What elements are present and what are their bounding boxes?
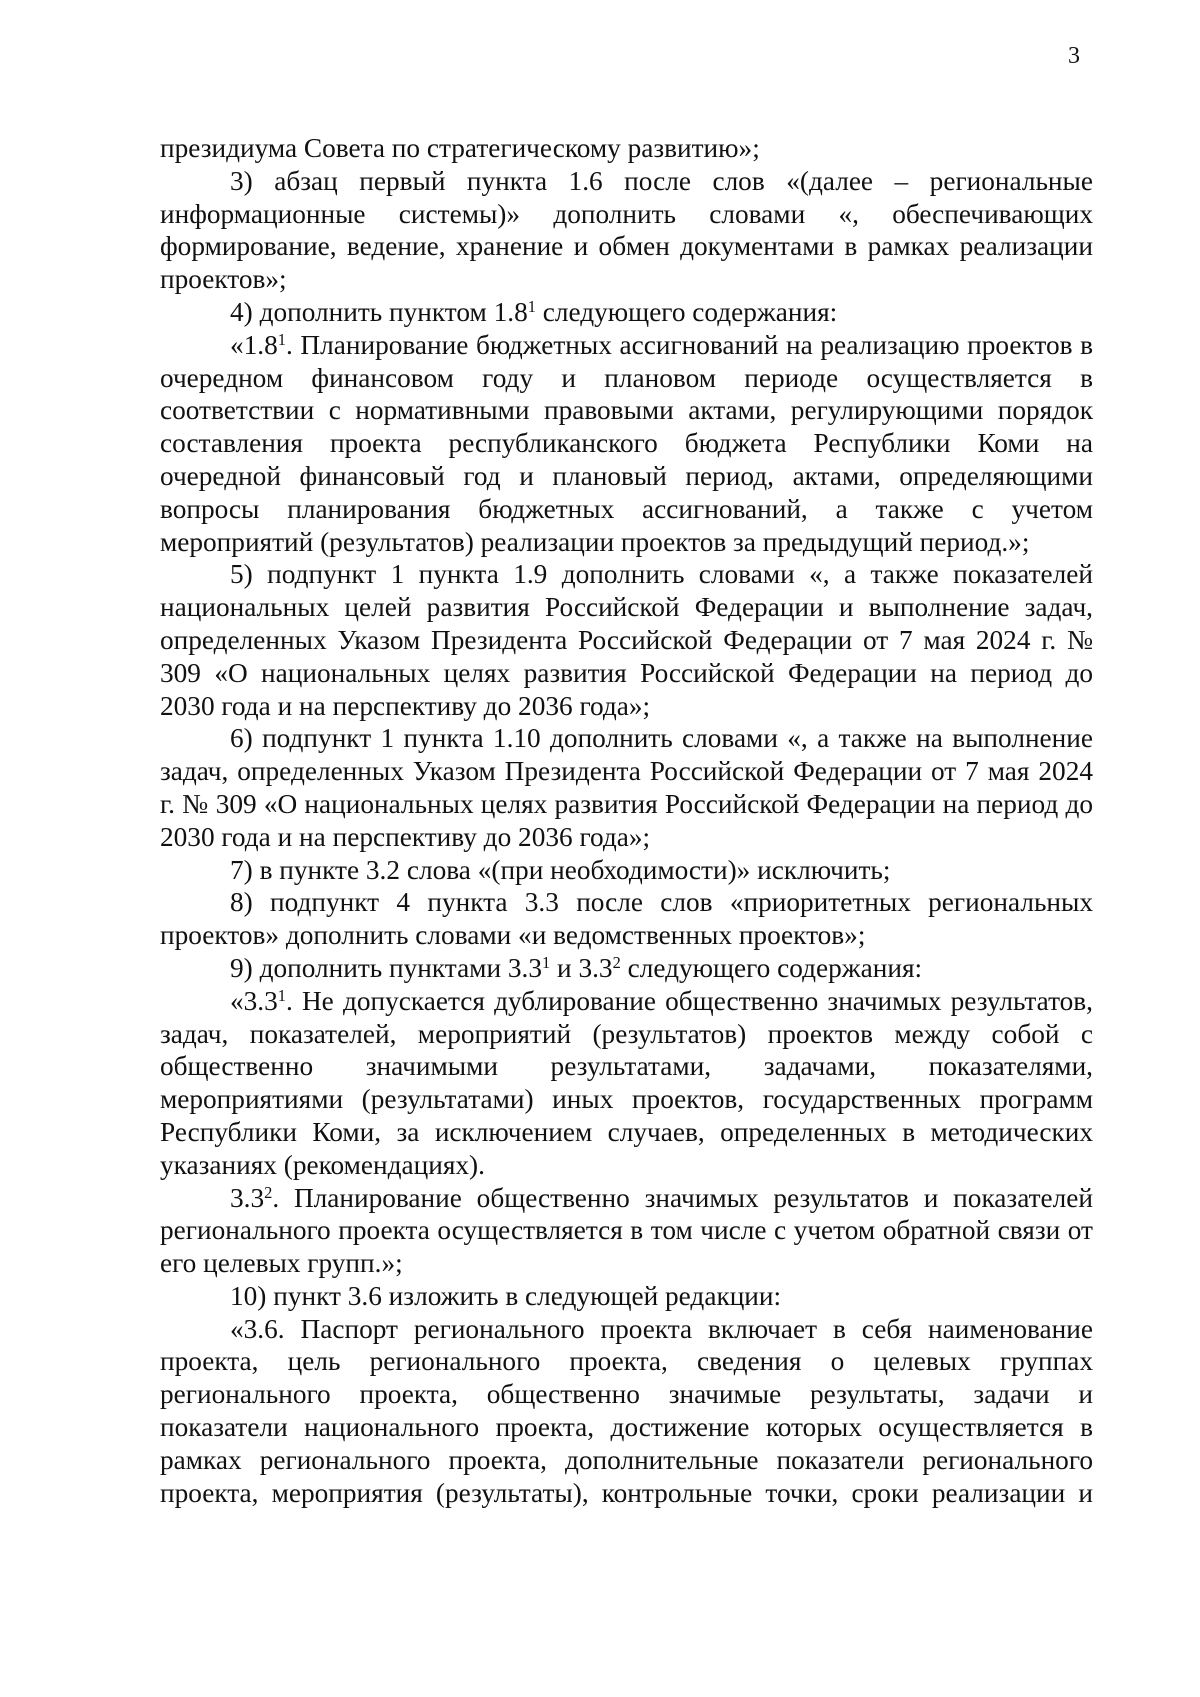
paragraph-item-6: 6) подпункт 1 пункта 1.10 дополнить словами «, а также на выполнение задач, определенных Указом Президента Российской Федерации от 7 мая 2024 г. № 309 «О национальных целях развития Российской Федерации на период до 2030 года и на перспективу до 2036 года»;: [160, 723, 1093, 852]
paragraph-item-9: 9) дополнить пунктами $3.3^1$ и $3.3^2$ следующего содержания:: [230, 952, 923, 983]
document-body: [160, 132, 1093, 1509]
paragraph-item-7: 7) в пункте 3.2 слова «(при необходимости)» исключить;: [230, 854, 891, 885]
paragraph-quote-3-3-2: $3.3^2$. Планирование общественно значимых результатов и показателей регионального проекта осуществляется в том числе с учетом обратной связи от его целевых групп.»;: [160, 1182, 1093, 1279]
paragraph-1: президиума Совета по стратегическому развитию»;: [160, 133, 760, 163]
paragraph-item-3: 3) абзац первый пункта 1.6 после слов «(далее – региональные информационные системы)» дополнить словами «, обеспечивающих формирование, ведение, хранение и обмен документами в рамках реализации проектов»;: [160, 165, 1093, 295]
paragraph-quote-1-8-1: «$1.8^1$. Планирование бюджетных ассигнований на реализацию проектов в очередном финансовом году и плановом периоде осуществляется в соответствии с нормативными правовыми актами, регулирующими порядок составления проекта республиканского бюджета Республики Коми на очередной финансовый год и плановый период, актами, определяющими вопросы планирования бюджетных ассигнований, а также с учетом мероприятий (результатов) реализации проектов за предыдущий период.»;: [160, 329, 1093, 557]
paragraph-quote-3-6: «3.6. Паспорт регионального проекта включает в себя наименование проекта, цель регионального проекта, сведения о целевых группах регионального проекта, общественно значимые результаты, задачи и показатели национального проекта, достижение которых осуществляется в рамках регионального проекта, дополнительные показатели регионального проекта, мероприятия (результаты), контрольные точки, сроки реализации и: [160, 1313, 1093, 1508]
paragraph-item-5: 5) подпункт 1 пункта 1.9 дополнить словами «, а также показателей национальных целей развития Российской Федерации и выполнение задач, определенных Указом Президента Российской Федерации от 7 мая 2024 г. № 309 «О национальных целях развития Российской Федерации на период до 2030 года и на перспективу до 2036 года»;: [160, 559, 1093, 721]
paragraph-item-8: 8) подпункт 4 пункта 3.3 после слов «приоритетных региональных проектов» дополнить словами «и ведомственных проектов»;: [160, 887, 1093, 951]
paragraph-item-10: 10) пункт 3.6 изложить в следующей редакции:: [230, 1280, 782, 1311]
paragraph-item-4: 4) дополнить пунктом $1.8^1$ следующего содержания:: [230, 296, 838, 327]
paragraph-quote-3-3-1: «$3.3^1$. Не допускается дублирование общественно значимых результатов, задач, показателей, мероприятий (результатов) проектов между собой с общественно значимыми результатами, задачами, показателями, мероприятиями (результатами) иных проектов, государственных программ Республики Коми, за исключением случаев, определенных в методических указаниях (рекомендациях).: [160, 985, 1093, 1180]
page-number: 3: [1068, 43, 1080, 69]
